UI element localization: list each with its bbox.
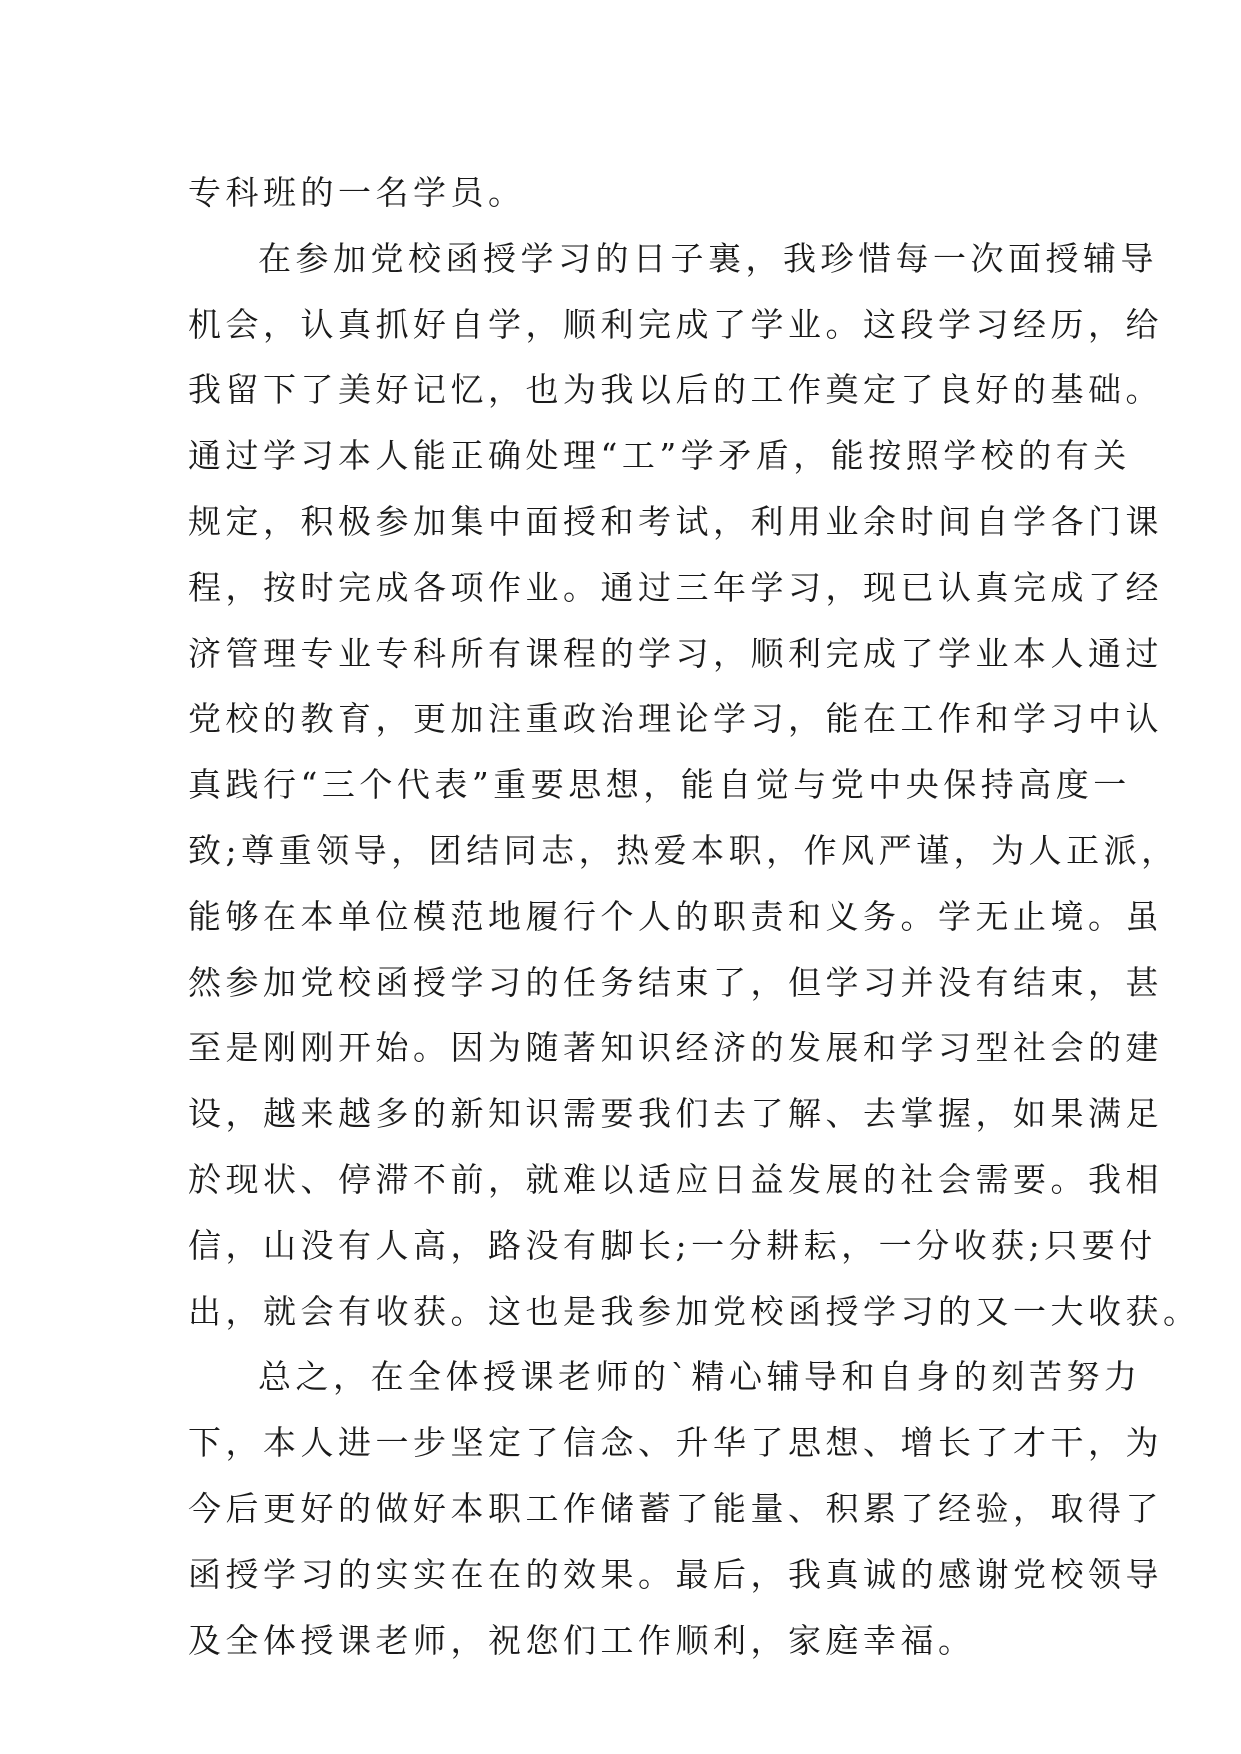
text-line: 下，本人进一步坚定了信念、升华了思想、增长了才干，为: [188, 1423, 1163, 1463]
text-line: 设，越来越多的新知识需要我们去了解、去掌握，如果满足: [188, 1094, 1163, 1134]
text-line: 至是刚刚开始。因为随著知识经济的发展和学习型社会的建: [188, 1028, 1163, 1068]
text-line: 能够在本单位模范地履行个人的职责和义务。学无止境。虽: [188, 896, 1163, 936]
text-line: 然参加党校函授学习的任务结束了，但学习并没有结束，甚: [188, 962, 1163, 1002]
text-line: 信，山没有人高，路没有脚长;一分耕耘，一分收获;只要付: [188, 1225, 1157, 1265]
text-line: 函授学习的实实在在的效果。最后，我真诚的感谢党校领导: [188, 1554, 1163, 1594]
text-line: 机会，认真抓好自学，顺利完成了学业。这段学习经历，给: [188, 304, 1163, 344]
text-line: 出，就会有收获。这也是我参加党校函授学习的又一大收获。: [188, 1291, 1201, 1331]
text-line: 通过学习本人能正确处理“工”学矛盾，能按照学校的有关: [188, 436, 1131, 476]
text-line: 规定，积极参加集中面授和考试，利用业余时间自学各门课: [188, 501, 1163, 541]
text-line: 及全体授课老师，祝您们工作顺利，家庭幸福。: [188, 1620, 976, 1660]
text-line: 济管理专业专科所有课程的学习，顺利完成了学业本人通过: [188, 633, 1163, 673]
text-line: 於现状、停滞不前，就难以适应日益发展的社会需要。我相: [188, 1159, 1163, 1199]
text-line: 在参加党校函授学习的日子裏，我珍惜每一次面授辅导: [258, 238, 1158, 278]
text-line: 真践行“三个代表”重要思想，能自觉与党中央保持高度一: [188, 765, 1131, 805]
text-line: 我留下了美好记忆，也为我以后的工作奠定了良好的基础。: [188, 370, 1163, 410]
document-body: [188, 160, 1201, 1673]
text-line: 今后更好的做好本职工作储蓄了能量、积累了经验，取得了: [188, 1488, 1163, 1528]
text-line: 致;尊重领导，团结同志，热爱本职，作风严谨，为人正派，: [188, 830, 1179, 870]
text-line: 程，按时完成各项作业。通过三年学习，现已认真完成了经: [188, 567, 1163, 607]
text-line: 党校的教育，更加注重政治理论学习，能在工作和学习中认: [188, 699, 1163, 739]
text-line: 专科班的一名学员。: [188, 173, 526, 212]
text-line: 总之，在全体授课老师的`精心辅导和自身的刻苦努力: [258, 1357, 1142, 1397]
